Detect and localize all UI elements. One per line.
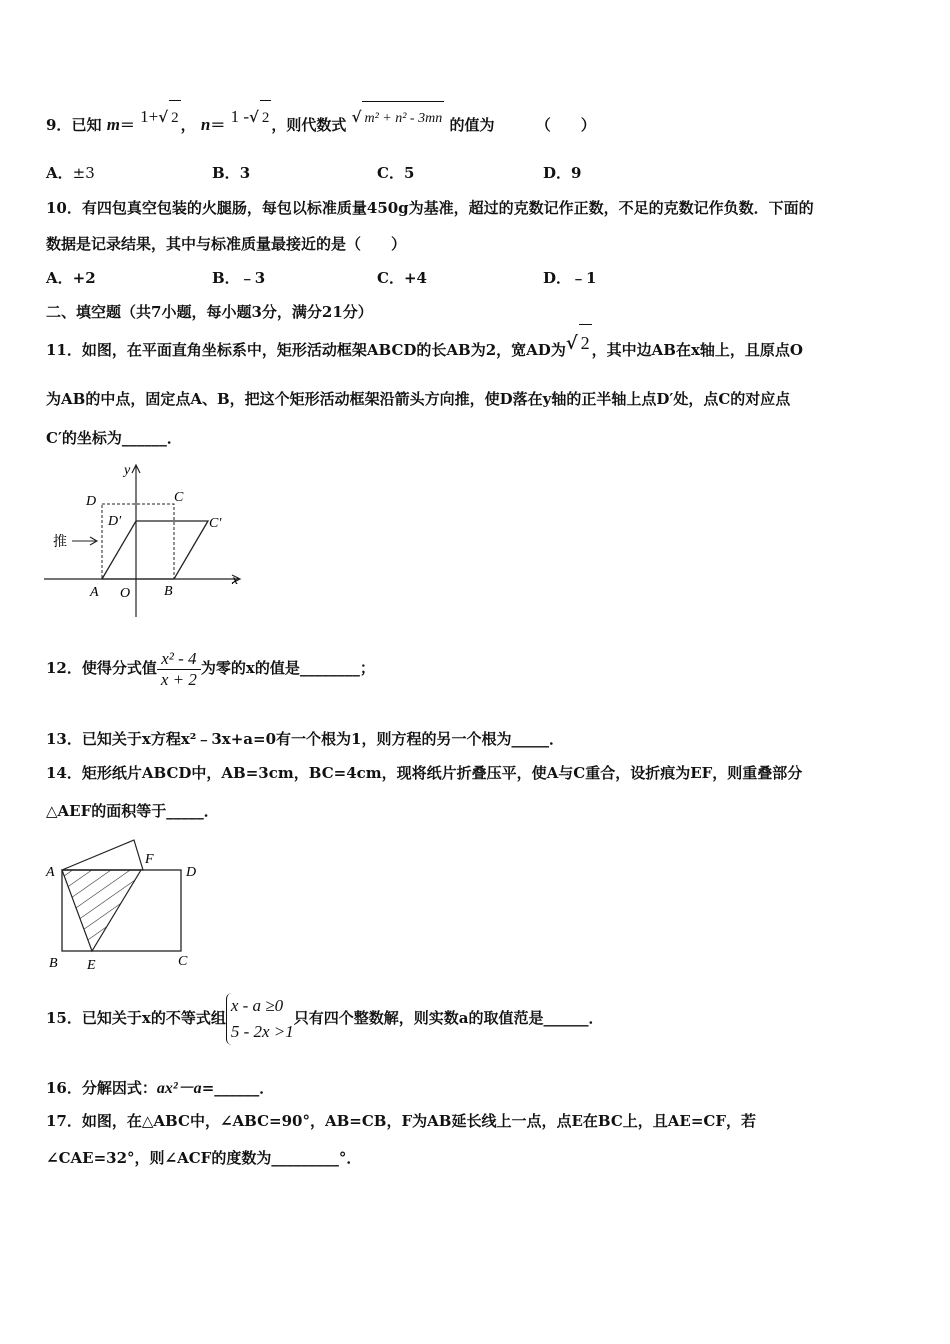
q9-comma: ， [180,116,196,134]
q9-option-a [46,162,95,183]
q9-text-3: 的值为 [449,116,495,134]
y-label: y [124,463,131,478]
q15-inequality-system [226,993,294,1045]
q12-post: 为零的x的值是________； [200,659,375,677]
q12-numerator: x² - 4 [161,648,197,668]
q15-inequality-1: x - a ≥0 [230,996,284,1015]
q11-line-1b: ，其中边AB在x轴上，且原点O [591,341,803,359]
q9-radical-expr: m² + n² - 3mn [362,101,444,136]
q11-figure [44,460,254,620]
q15-inequality-2: 5 - 2x >1 [230,1022,294,1041]
q9-option-b-label: B． [212,164,240,182]
q15-stem [46,988,604,1048]
q9-radical: √ m² + n² - 3mn [352,108,445,126]
q9-n-value: 1 - [230,107,250,126]
q13-stem: 13．已知关于x方程x²﹣3x+a=0有一个根为1，则方程的另一个根为_____． [46,730,564,748]
q12-pre: 12．使得分式值 [46,659,157,677]
parallelogram-abcpdp [102,521,208,579]
q15-pre: 15．已知关于x的不等式组 [46,1009,226,1027]
q9-option-d-label: D． [543,164,572,182]
q9-eq-2: ＝ [210,116,226,134]
q15-post: 只有四个整数解，则实数a的取值范是______． [293,1009,604,1027]
q9-number: 9． [46,116,72,134]
q10-option-a-label: A． [46,269,73,287]
q10-line-2: 数据是记录结果，其中与标准质量最接近的是（ ） [46,235,407,253]
label-a: A [46,865,55,880]
x-label: x [232,573,239,588]
q9-option-a-label: A． [46,164,73,182]
q17-line-1: 17．如图，在△ABC中，∠ABC=90°，AB=CB，F为AB延长线上一点，点E在BC上，且AE=CF，若 [46,1112,757,1130]
q11-line-2: 为AB的中点，固定点A、B，把这个矩形活动框架沿箭头方向推，使D落在y轴的正半轴上点D′处，点C的对应点 [46,390,791,408]
triangle-aef-shaded [62,870,141,951]
q9-text-1: 已知 [71,116,102,134]
q9-option-b-value: 3 [239,164,251,182]
label-d: D [186,865,197,880]
q11-line-1 [46,330,803,366]
q16-stem [46,1075,274,1098]
q17-line-2: ∠CAE=32°，则∠ACF的度数为_________°． [46,1149,362,1167]
q10-option-a-value: +2 [72,269,96,287]
q11-sqrt-symbol: √ 2 [566,333,592,354]
q10-option-d [543,267,596,288]
q9-sqrt-symbol: √ 2 [158,108,180,126]
q10-line-1: 10．有四包真空包装的火腿肠，每包以标准质量450g为基准，超过的克数记作正数，不足的克数记作负数．下面的 [46,199,814,217]
q16-pre: 16．分解因式： [46,1079,157,1097]
q11-line-1a: 11．如图，在平面直角坐标系中，矩形活动框架ABCD的长AB为2，宽AD为 [46,341,566,359]
q9-option-d-value: 9 [571,164,582,182]
q9-eq: ＝ [119,116,135,134]
label-b: B [164,584,173,599]
q9-var-m: m [106,115,120,134]
q11-sqrt2: 2 [579,324,592,361]
q10-option-b-value: ﹣3 [239,269,266,287]
q9-option-c-label: C． [377,164,404,182]
q10-option-d-label: D． [543,269,572,287]
q10-option-a [46,267,96,288]
q9-answer-paren: （ ） [535,116,596,134]
q14-line-2: △AEF的面积等于_____． [46,802,219,820]
section-heading-fill-in: 二、填空题（共7小题，每小题3分，满分21分） [46,303,373,321]
label-c: C [174,490,184,505]
q16-post: =______． [201,1079,275,1097]
q14-figure [44,836,214,976]
q10-option-c [377,267,427,288]
label-d-prime: D′ [108,514,122,529]
q10-option-d-value: ﹣1 [571,269,597,287]
q12-denominator: x + 2 [157,669,201,690]
q10-option-b-label: B． [212,269,240,287]
label-c: C [178,954,188,969]
q9-sqrt2-b: 2 [260,100,272,135]
q11-line-3: C′的坐标为______． [46,429,182,447]
q9-option-c-value: 5 [403,164,415,182]
q9-sqrt2-a: 2 [169,100,181,135]
q9-option-d [543,162,581,183]
folded-flap [62,840,143,870]
label-f: F [145,852,154,867]
label-b: B [49,956,58,971]
q9-option-c [377,162,414,183]
push-label: 推 [53,535,67,550]
q9-text-2: ，则代数式 [271,116,347,134]
q10-option-c-value: +4 [403,269,427,287]
label-e: E [87,958,96,973]
label-c-prime: C′ [209,516,222,531]
q16-expression: ax²－a [156,1080,202,1097]
q9-sqrt-symbol-2: √ 2 [249,108,271,126]
label-d: D [86,494,97,509]
q10-option-b [212,267,265,288]
q12-fraction [157,649,201,690]
label-o: O [120,586,131,601]
label-a: A [90,585,99,600]
q14-line-1: 14．矩形纸片ABCD中，AB=3cm，BC=4cm，现将纸片折叠压平，使A与C重合，设折痕为EF，则重叠部分 [46,764,803,782]
q9-option-a-value: ±3 [72,164,95,182]
q9-option-b [212,162,250,183]
q10-option-c-label: C． [377,269,404,287]
q9-m-value: 1+ [140,107,159,126]
q12-stem [46,642,375,694]
q9-stem [46,108,596,142]
q9-var-n: n [200,115,211,134]
